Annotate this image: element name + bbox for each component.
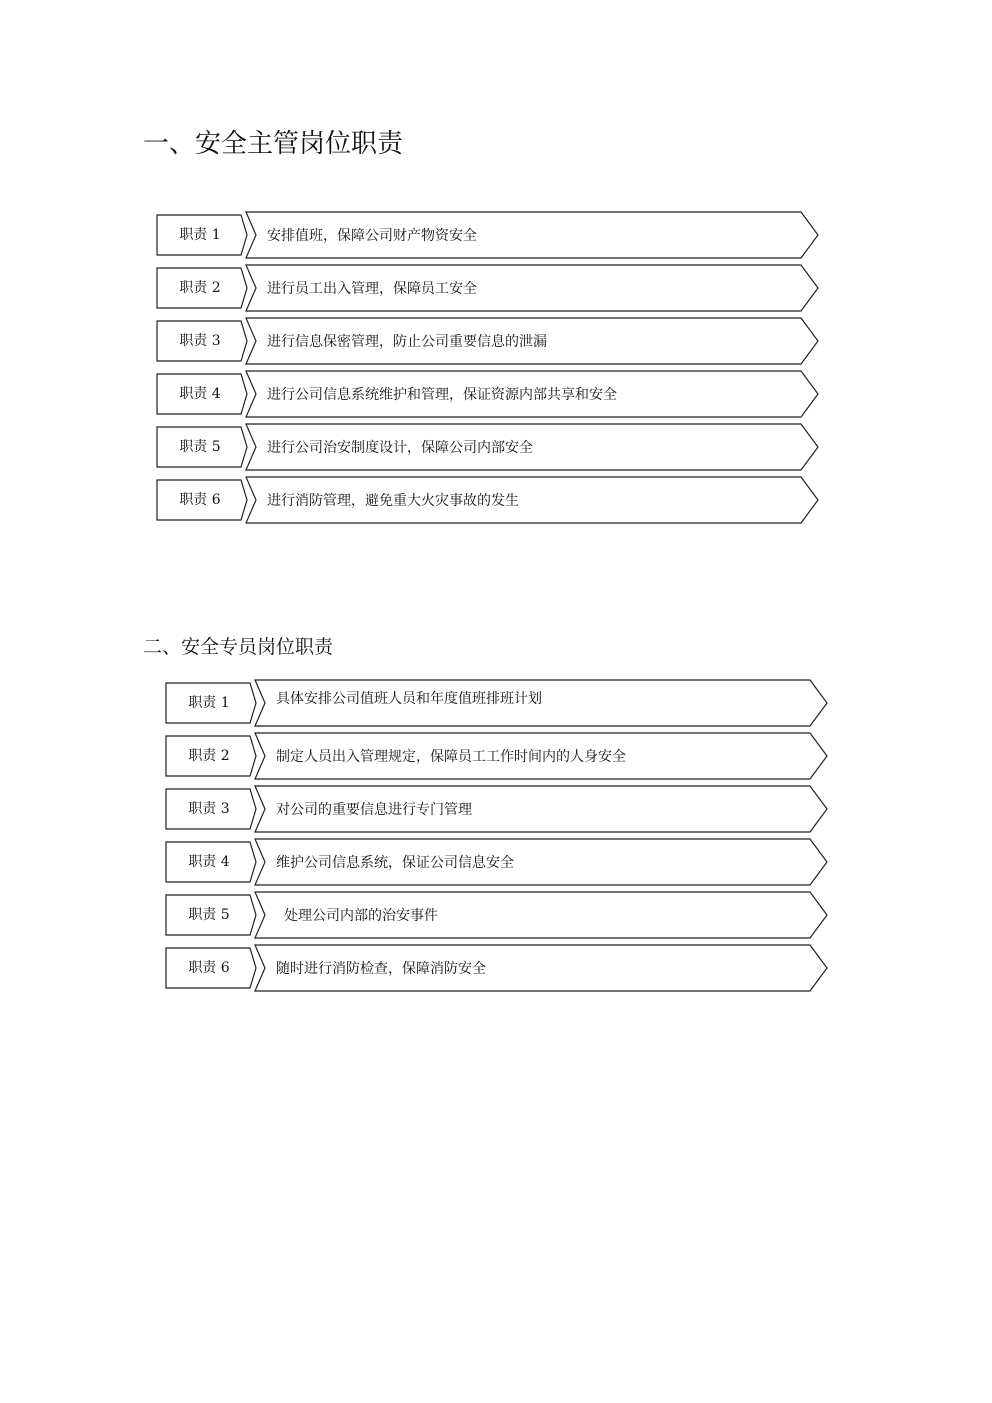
duty-row xyxy=(164,891,829,939)
duty-description: 维护公司信息系统，保证公司信息安全 xyxy=(276,855,514,871)
section-1-duty-list xyxy=(155,211,820,529)
duty-tag: 职责 1 xyxy=(179,227,221,243)
duty-arrow-shapes xyxy=(155,211,820,259)
duty-tag: 职责 5 xyxy=(188,907,230,923)
duty-tag: 职责 4 xyxy=(188,854,230,870)
duty-description: 随时进行消防检查，保障消防安全 xyxy=(276,961,486,977)
duty-arrow-shapes xyxy=(155,264,820,312)
duty-row xyxy=(164,679,829,727)
section-2-duty-list xyxy=(164,679,829,997)
section-1-title: 一、安全主管岗位职责 xyxy=(143,129,404,159)
duty-row xyxy=(155,423,820,471)
duty-tag: 职责 2 xyxy=(179,280,221,296)
duty-description: 进行信息保密管理，防止公司重要信息的泄漏 xyxy=(267,334,547,350)
duty-description: 进行消防管理，避免重大火灾事故的发生 xyxy=(267,493,519,509)
duty-tag: 职责 2 xyxy=(188,748,230,764)
duty-row xyxy=(155,370,820,418)
duty-row xyxy=(155,211,820,259)
duty-tag: 职责 4 xyxy=(179,386,221,402)
duty-description: 进行员工出入管理，保障员工安全 xyxy=(267,281,477,297)
duty-description: 进行公司治安制度设计，保障公司内部安全 xyxy=(267,440,533,456)
duty-description: 安排值班，保障公司财产物资安全 xyxy=(267,228,477,244)
duty-arrow-shapes xyxy=(164,785,829,833)
duty-description: 进行公司信息系统维护和管理，保证资源内部共享和安全 xyxy=(267,387,617,403)
duty-tag: 职责 3 xyxy=(179,333,221,349)
duty-tag: 职责 3 xyxy=(188,801,230,817)
duty-description: 制定人员出入管理规定，保障员工工作时间内的人身安全 xyxy=(276,749,626,765)
duty-tag: 职责 6 xyxy=(188,960,230,976)
duty-row xyxy=(164,732,829,780)
duty-tag: 职责 6 xyxy=(179,492,221,508)
duty-tag: 职责 5 xyxy=(179,439,221,455)
duty-arrow-shapes xyxy=(164,891,829,939)
duty-row xyxy=(155,264,820,312)
duty-row xyxy=(155,476,820,524)
duty-arrow-shapes xyxy=(164,944,829,992)
section-2-title: 二、安全专员岗位职责 xyxy=(143,636,334,658)
duty-row xyxy=(164,944,829,992)
duty-description: 对公司的重要信息进行专门管理 xyxy=(276,802,472,818)
duty-row xyxy=(164,785,829,833)
duty-row xyxy=(155,317,820,365)
duty-description: 处理公司内部的治安事件 xyxy=(284,908,438,924)
duty-tag: 职责 1 xyxy=(188,695,230,711)
duty-description: 具体安排公司值班人员和年度值班排班计划 xyxy=(276,691,542,707)
duty-row xyxy=(164,838,829,886)
